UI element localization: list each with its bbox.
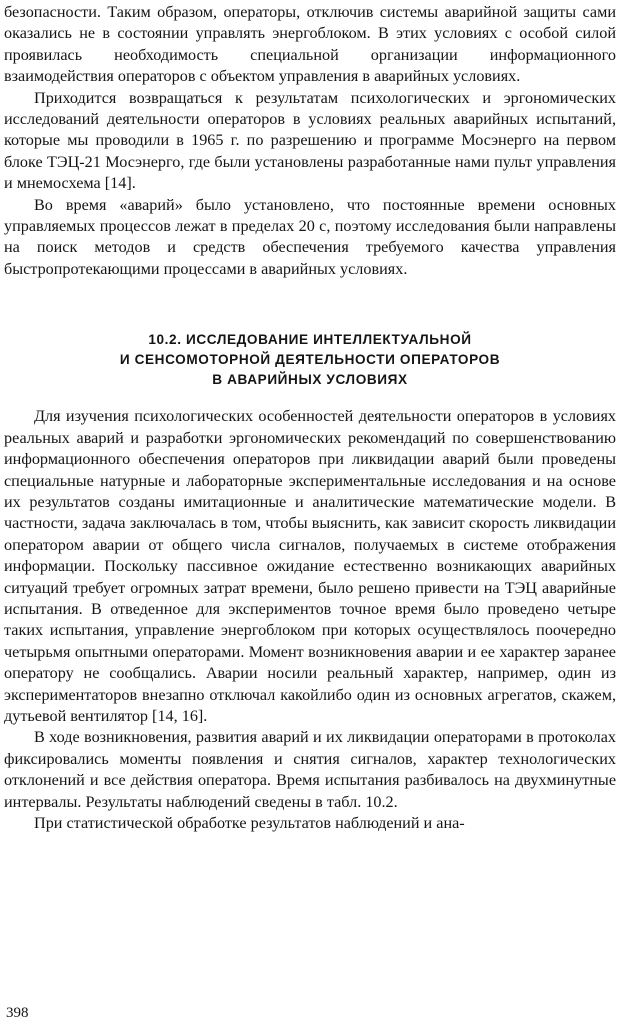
- page-number: 398: [6, 1005, 29, 1021]
- paragraph-2: Приходится возвращаться к результатам психологических и эргономических исследований деятельности операторов в условиях реальных аварийных испытаний, которые мы проводили в 1965 г. по разрешению и программе Мосэнерго на первом блоке ТЭЦ-21 Мосэнерго, где были установлены разработанные нами пульт управления и мнемосхема [14].: [4, 88, 616, 193]
- section-spacer: [4, 280, 616, 330]
- paragraph-1: безопасности. Таким образом, операторы, отключив системы аварийной защиты сами оказались не в состоянии управлять энергоблоком. В этих условиях с особой силой проявилась необходимость специальной организации информационного взаимодействия операторов с объектом управления в аварийных условиях.: [4, 3, 616, 86]
- paragraph-3: Во время «аварий» было установлено, что постоянные времени основных управляемых процессов лежат в пределах 20 с, поэтому исследования были направлены на поиск методов и средств обеспечения требуемого качества управления быстропротекающими процессами в аварийных условиях.: [4, 195, 616, 278]
- paragraph-4: Для изучения психологических особенностей деятельности операторов в условиях реальных аварий и разработки эргономических рекомендаций по совершенствованию информационного обеспечения операторов при ликвидации аварий были проведены специальные натурные и лабораторные экспериментальные исследования и на основе их результатов созданы имитационные и аналитические математические модели. В частности, задача заключалась в том, чтобы выяснить, как зависит скорость ликвидации оператором аварии от общего числа сигналов, получаемых в системе отображения информации. Поскольку пассивное ожидание естественно возникающих аварийных ситуаций требует огромных затрат времени, было решено привести на ТЭЦ аварийные испытания. В отведенное для экспериментов точное время было проведено четыре таких испытания, управление энергоблоком при которых осуществлялось поочередно четырьмя опытными операторами. Момент возникновения аварии и ее характер заранее оператору не сообщались. Аварии носили реальный характер, например, один из экспериментаторов внезапно отключал какойлибо один из основных агрегатов, скажем, дутьевой вентилятор [14, 16].: [4, 407, 616, 725]
- paragraph-5: В ходе возникновения, развития аварий и их ликвидации операторами в протоколах фиксировались моменты появления и снятия сигналов, характер технологических отклонений и все действия оператора. Время испытания разбивалось на двухминутные интервалы. Результаты наблюдений сведены в табл. 10.2.: [4, 728, 616, 811]
- paragraph-6: При статистической обработке результатов наблюдений и ана-: [34, 814, 465, 832]
- heading-line-1: 10.2. ИССЛЕДОВАНИЕ ИНТЕЛЛЕКТУАЛЬНОЙ: [148, 332, 472, 348]
- section-heading: [4, 330, 616, 390]
- heading-line-2: И СЕНСОМОТОРНОЙ ДЕЯТЕЛЬНОСТИ ОПЕРАТОРОВ: [119, 352, 501, 368]
- heading-line-3: В АВАРИЙНЫХ УСЛОВИЯХ: [212, 372, 408, 388]
